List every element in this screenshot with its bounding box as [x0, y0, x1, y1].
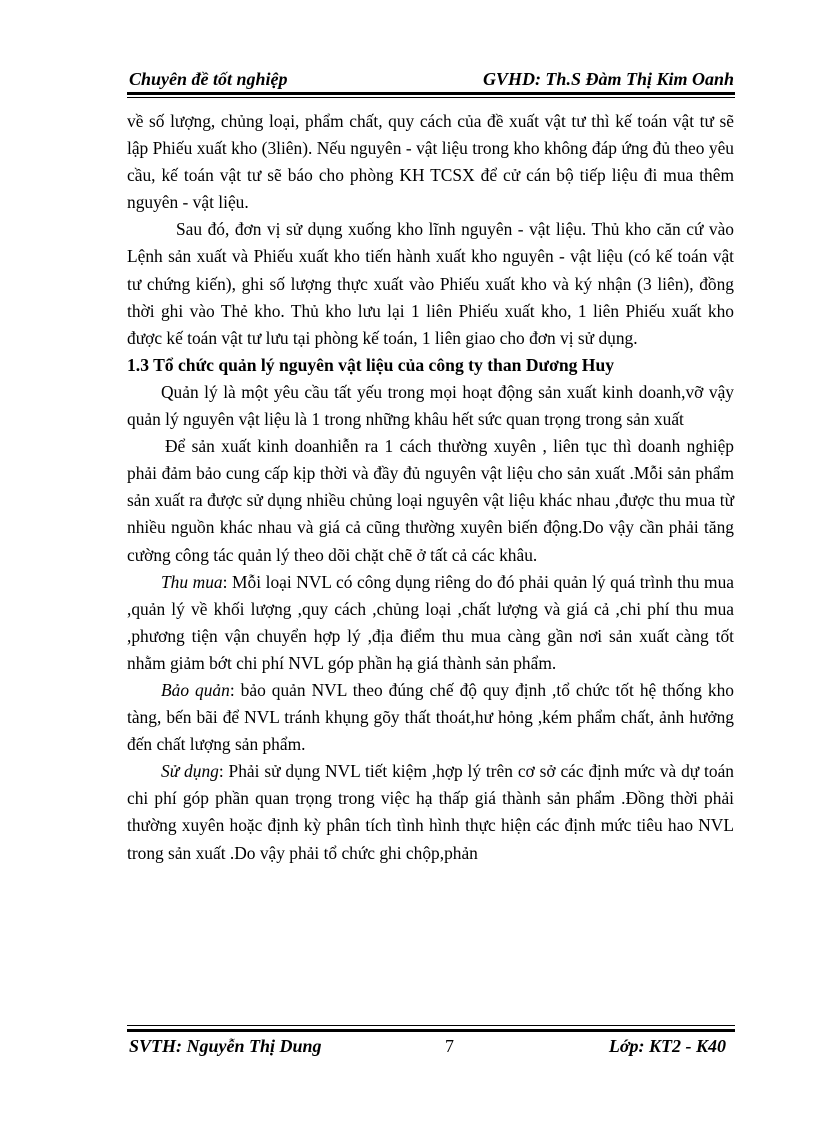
- paragraph-4: Để sản xuất kinh doanhiễn ra 1 cách thường xuyên , liên tục thì doanh nghiệp phải đảm bảo cung cấp kịp thời và đầy đủ nguyên vật liệu cho sản xuất .Mỗi sản phẩm sản xuất ra được sử dụng nhiều chủng loại nguyên vật liệu khác nhau ,được thu mua từ nhiều nguồn khác nhau và giá cả cũng thường xuyên biến động.Do vậy cần phải tăng cường công tác quản lý theo dõi chặt chẽ ở tất cả các khâu.: [127, 436, 734, 565]
- page-body: [127, 108, 734, 867]
- paragraph-bao-quan: [127, 677, 734, 758]
- label-thu-mua: Thu mua: [161, 571, 223, 592]
- footer-student: SVTH: Nguyễn Thị Dung: [129, 1036, 322, 1056]
- paragraph-su-dung: [127, 758, 734, 866]
- page-header: [127, 66, 734, 90]
- header-rule-thick: [127, 92, 735, 95]
- text-bao-quan: : bảo quản NVL theo đúng chế độ quy định ,tổ chức tốt hệ thống kho tàng, bến bãi để NVL tránh khụng gõy thất thoát,hư hỏng ,kém phẩm chất, ảnh hưởng đến chất lượng sản phẩm.: [127, 679, 734, 755]
- footer-rule-thin: [127, 1025, 735, 1026]
- paragraph-3: Quản lý là một yêu cầu tất yếu trong mọi hoạt động sản xuất kinh doanh,vỡ vậy quản lý nguyên vật liệu là 1 trong những khâu hết sức quan trọng trong sản xuất: [127, 381, 734, 430]
- label-bao-quan: Bảo quản: [161, 679, 230, 700]
- page-footer: [127, 1036, 734, 1060]
- footer-rule-thick: [127, 1029, 735, 1032]
- section-heading: 1.3 Tổ chức quản lý nguyên vật liệu của công ty than Dương Huy: [127, 354, 615, 375]
- label-su-dung: Sử dụng: [161, 761, 219, 782]
- paragraph-thu-mua: [127, 569, 734, 677]
- text-su-dung: : Phải sử dụng NVL tiết kiệm ,hợp lý trên cơ sở các định mức và dự toán chi phí góp phần quan trọng trong việc hạ thấp giá thành sản phẩm .Đồng thời phải thường xuyên hoặc định kỳ phân tích tình hình thực hiện các định mức tiêu hao NVL trong sản xuất .Do vậy phải tổ chức ghi chộp,phản: [127, 761, 734, 863]
- text-thu-mua: : Mỗi loại NVL có công dụng riêng do đó phải quản lý quá trình thu mua ,quản lý về khối lượng ,quy cách ,chủng loại ,chất lượng và giá cả ,chi phí thu mua ,phương tiện vận chuyển hợp lý ,địa điểm thu mua càng gần nơi sản xuất càng tốt nhằm giảm bớt chi phí NVL góp phần hạ giá thành sản phẩm.: [127, 571, 734, 673]
- paragraph-2: Sau đó, đơn vị sử dụng xuống kho lĩnh nguyên - vật liệu. Thủ kho căn cứ vào Lệnh sản xuất và Phiếu xuất kho tiến hành xuất kho nguyên - vật liệu (có kế toán vật tư chứng kiến), ghi số lượng thực xuất vào Phiếu xuất kho và ký nhận (3 liên), đồng thời ghi vào Thẻ kho. Thủ kho lưu lại 1 liên Phiếu xuất kho, 1 liên Phiếu xuất kho được kế toán vật tư lưu tại phòng kế toán, 1 liên giao cho đơn vị sử dụng.: [127, 219, 734, 348]
- header-document-type: Chuyên đề tốt nghiệp: [129, 69, 288, 89]
- footer-class: Lớp: KT2 - K40: [608, 1036, 726, 1056]
- paragraph-1: về số lượng, chủng loại, phẩm chất, quy cách của đề xuất vật tư thì kế toán vật tư sẽ lập Phiếu xuất kho (3liên). Nếu nguyên - vật liệu trong kho không đáp ứng đủ theo yêu cầu, kế toán vật tư sẽ báo cho phòng KH TCSX để cử cán bộ tiếp liệu đi mua thêm nguyên - vật liệu.: [127, 111, 734, 213]
- page-number: 7: [445, 1036, 454, 1056]
- header-rule-thin: [127, 97, 735, 98]
- header-advisor: GVHD: Th.S Đàm Thị Kim Oanh: [482, 69, 734, 89]
